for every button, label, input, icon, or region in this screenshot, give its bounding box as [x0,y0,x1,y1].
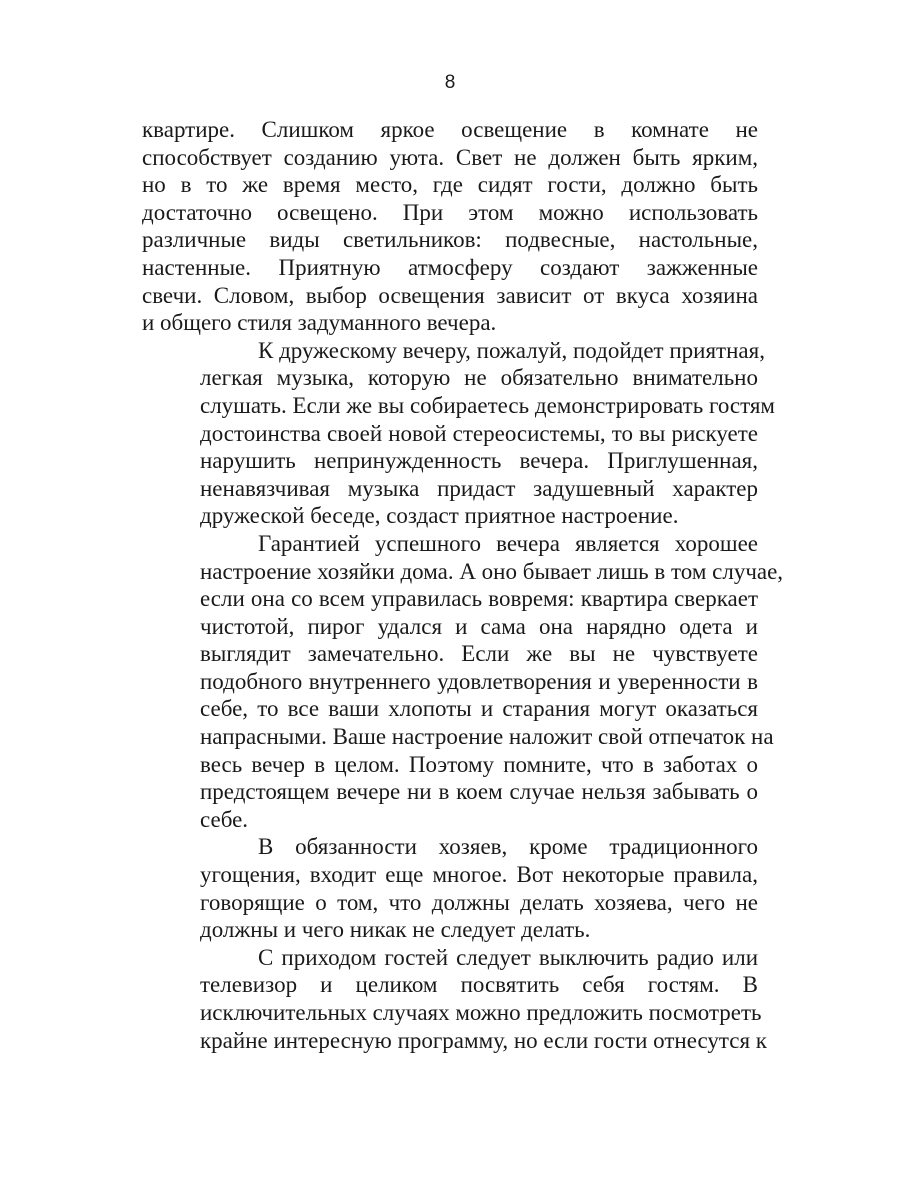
text-line: весь вечер в целом. Поэтому помните, что в заботах о [200,751,758,777]
text-line: себе. [200,806,249,832]
text-line: способствует созданию уюта. Свет не должен быть ярким, [142,144,758,170]
text-line: слушать. Если же вы собираетесь демонстрировать гостям [200,392,775,418]
text-line: и общего стиля задуманного вечера. [142,310,497,336]
paragraph [142,530,784,834]
text-line: свечи. Словом, выбор освещения зависит от вкуса хозяина [142,282,758,308]
text-line: но в то же время место, где сидят гости, должно быть [142,172,758,198]
text-line: С приходом гостей следует выключить радио или [258,944,758,970]
page-number: 8 [444,72,456,93]
paragraph [142,337,775,530]
text-line: если она со всем управилась вовремя: квартира сверкает [200,586,758,612]
text-line: себе, то все ваши хлопоты и старания могут оказаться [200,696,758,722]
text-line: В обязанности хозяев, кроме традиционного [258,834,758,860]
text-line: чистотой, пирог удался и сама она нарядно одета и [200,613,758,639]
text-line: Гарантией успешного вечера является хорошее [258,530,758,556]
text-line: нарушить непринужденность вечера. Приглушенная, [200,448,758,474]
text-line: исключительных случаях можно предложить посмотреть [200,1000,762,1025]
text-line: предстоящем вечере ни в коем случае нельзя забывать о [200,779,758,805]
text-line: настенные. Приятную атмосферу создают зажженные [142,254,758,280]
text-line: квартире. Слишком яркое освещение в комнате не [142,117,758,142]
text-line: выглядит замечательно. Если же вы не чувствуете [200,641,758,667]
text-line: телевизор и целиком посвятить себя гостям. В [200,972,758,998]
text-line: легкая музыка, которую не обязательно внимательно [200,365,758,391]
text-line: говорящие о том, что должны делать хозяева, чего не [200,889,758,915]
text-line: К дружескому вечеру, пожалуй, подойдет приятная, [258,337,765,363]
text-line: достаточно освещено. При этом можно использовать [142,199,758,225]
paragraph [142,833,758,943]
text-line: подобного внутреннего удовлетворения и уверенности в [200,668,758,694]
text-line: крайне интересную программу, но если гости отнесутся к [200,1027,767,1053]
paragraph [142,944,767,1054]
text-line: должны и чего никак не следует делать. [200,917,591,943]
text-line: угощения, входит еще многое. Вот некоторые правила, [200,862,758,888]
body-text [142,116,784,1054]
text-line: дружеской беседе, создаст приятное настроение. [200,503,679,529]
text-line: настроение хозяйки дома. А оно бывает лишь в том случае, [200,558,784,584]
paragraph [142,116,758,337]
text-line: ненавязчивая музыка придаст задушевный характер [200,475,758,501]
text-line: различные виды светильников: подвесные, настольные, [142,227,758,253]
text-line: напрасными. Ваше настроение наложит свой отпечаток на [200,724,774,750]
text-line: достоинства своей новой стереосистемы, то вы рискуете [200,420,758,446]
